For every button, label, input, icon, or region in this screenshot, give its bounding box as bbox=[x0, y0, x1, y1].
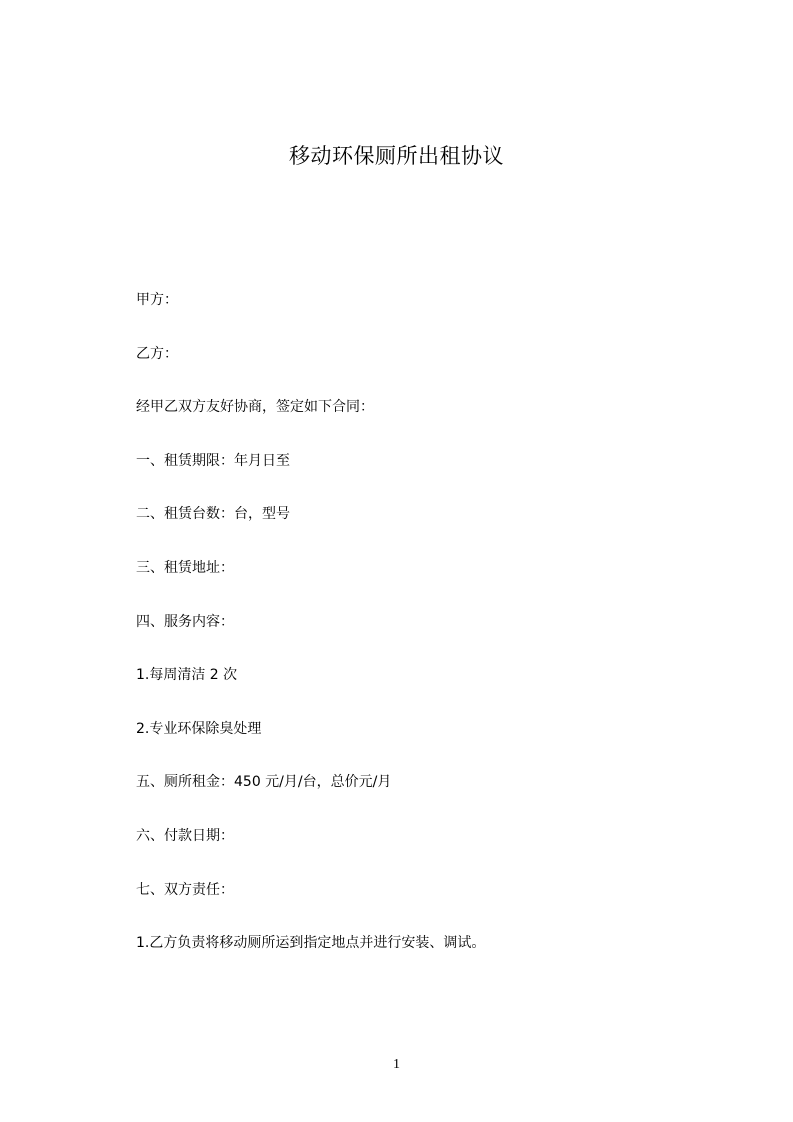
service-item-1: 1.每周清洁 2 次 bbox=[136, 667, 238, 684]
clause-7-responsibilities: 七、双方责任： bbox=[136, 881, 234, 898]
party-b-line: 乙方： bbox=[136, 345, 178, 362]
clause-1-lease-term: 一、租赁期限：年月日至 bbox=[136, 452, 290, 469]
clause-2-lease-quantity: 二、租赁台数：台，型号 bbox=[136, 506, 290, 523]
responsibility-item-1: 1.乙方负责将移动厕所运到指定地点并进行安装、调试。 bbox=[136, 935, 486, 952]
clause-3-lease-address: 三、租赁地址： bbox=[136, 559, 234, 576]
clause-6-payment-date: 六、付款日期： bbox=[136, 827, 234, 844]
page-number: 1 bbox=[393, 1057, 400, 1072]
service-item-2: 2.专业环保除臭处理 bbox=[136, 720, 262, 737]
document-body bbox=[136, 288, 696, 985]
clause-5-rent: 五、厕所租金：450 元/月/台，总价元/月 bbox=[136, 774, 392, 791]
party-a-line: 甲方： bbox=[136, 292, 178, 308]
document-title: 移动环保厕所出租协议 bbox=[289, 144, 504, 168]
preamble-line: 经甲乙双方友好协商，签定如下合同： bbox=[136, 399, 374, 416]
clause-4-service-content: 四、服务内容： bbox=[136, 613, 234, 630]
